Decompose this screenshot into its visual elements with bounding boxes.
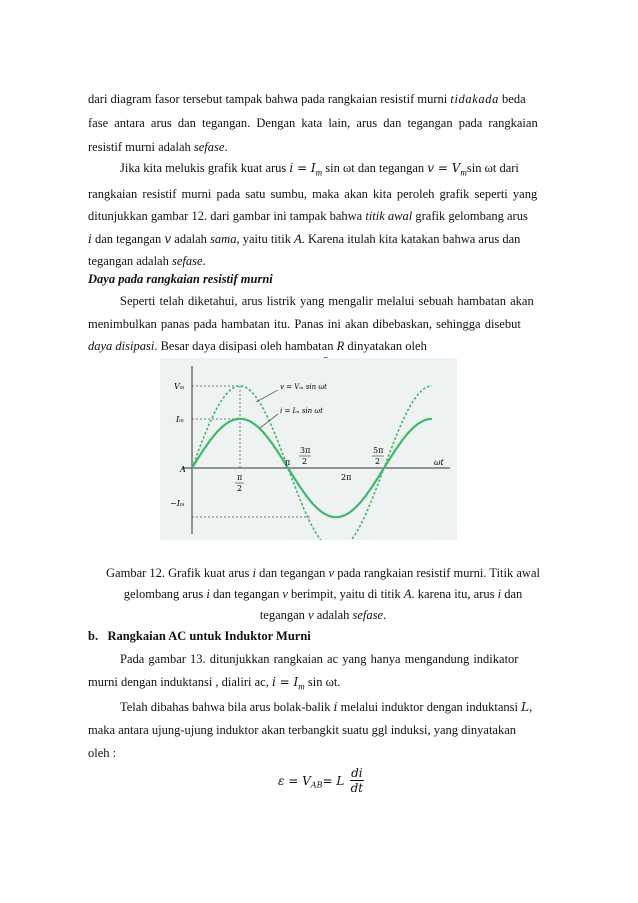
figure-sine-graph [160, 358, 457, 540]
para5-line3: oleh : [88, 746, 117, 760]
legend-voltage: v = Vₘ sin ωt [280, 383, 327, 391]
para2-line4: i dan tegangan v adalah sama, yaitu titik A. Karena itulah kita katakan bahwa arus dan [88, 232, 521, 246]
para2-line5: tegangan adalah sefase. [88, 254, 206, 268]
para3-line2: menimbulkan panas pada hambatan itu. Panas ini akan dibebaskan, sehingga disebut [88, 317, 521, 331]
label-3pi2-num: 3π [300, 446, 311, 455]
label-neg-im: −Iₘ [170, 499, 185, 508]
para1-line1: dari diagram fasor tersebut tampak bahwa pada rangkaian resistif murni tidakada beda [88, 92, 526, 106]
para1-line3: resistif murni adalah sefase. [88, 140, 228, 154]
label-vm: Vₘ [174, 382, 185, 391]
label-pi2-num: π [237, 473, 243, 482]
label-5pi2-den: 2 [375, 457, 381, 466]
section-heading-daya: Daya pada rangkaian resistif murni [88, 272, 273, 286]
para4-line2: murni dengan induktansi , dialiri ac, $i = I_m$ sin ωt. [88, 675, 341, 692]
figure-caption-line3: tegangan v adalah sefase. [259, 608, 387, 622]
label-axis-wt: ωt [434, 458, 444, 467]
emf-equation: $\varepsilon = V_{AB}= L$ $\frac{di}{dt}$ [278, 766, 364, 795]
para5-line1: Telah dibahas bahwa bila arus bolak-balik i melalui induktor dengan induktansi L, [120, 700, 533, 714]
sine-graph-svg [160, 358, 457, 540]
figure-caption-line1: Gambar 12. Grafik kuat arus i dan tegangan v pada rangkaian resistif murni. Titik awal [106, 566, 540, 580]
para4-line1: Pada gambar 13. ditunjukkan rangkaian ac yang hanya mengandung indikator [120, 652, 519, 666]
label-im: Iₘ [176, 415, 185, 424]
section-heading-inductor: b. Rangkaian AC untuk Induktor Murni [88, 629, 311, 643]
legend-i-pointer [260, 414, 278, 428]
label-2pi: 2π [341, 473, 352, 482]
label-pi2-den: 2 [237, 484, 243, 493]
label-origin-A: A [180, 465, 186, 474]
legend-current: i = Iₘ sin ωt [280, 407, 323, 415]
para3-line3: daya disipasi. Besar daya disipasi oleh hambatan R dinyatakan oleh [88, 339, 427, 353]
figure-caption-line2: gelombang arus i dan tegangan v berimpit, yaitu di titik A. karena itu, arus i dan [123, 587, 523, 601]
para2-line1: Jika kita melukis grafik kuat arus $i = I_m$ sin ωt dan tegangan $v = V_m\sin$ ωt dari [120, 161, 519, 178]
para2-line3: ditunjukkan gambar 12. dari gambar ini tampak bahwa titik awal grafik gelombang arus [88, 209, 528, 223]
para1-line2: fase antara arus dan tegangan. Dengan kata lain, arus dan tegangan pada rangkaian [88, 116, 538, 130]
para3-line1: Seperti telah diketahui, arus listrik yang mengalir melalui sebuah hambatan akan [120, 294, 534, 308]
legend-v-pointer [256, 390, 278, 402]
para2-line2: rangkaian resistif murni pada satu sumbu, maka akan kita peroleh grafik seperti yang [88, 187, 538, 201]
label-3pi2-den: 2 [302, 457, 308, 466]
emf-fraction: $\frac{di}{dt}$ [350, 766, 364, 795]
label-pi: π [285, 458, 291, 467]
para5-line2: maka antara ujung-ujung induktor akan terbangkit suatu ggl induksi, yang dinyatakan [88, 723, 517, 737]
label-5pi2-num: 5π [373, 446, 384, 455]
